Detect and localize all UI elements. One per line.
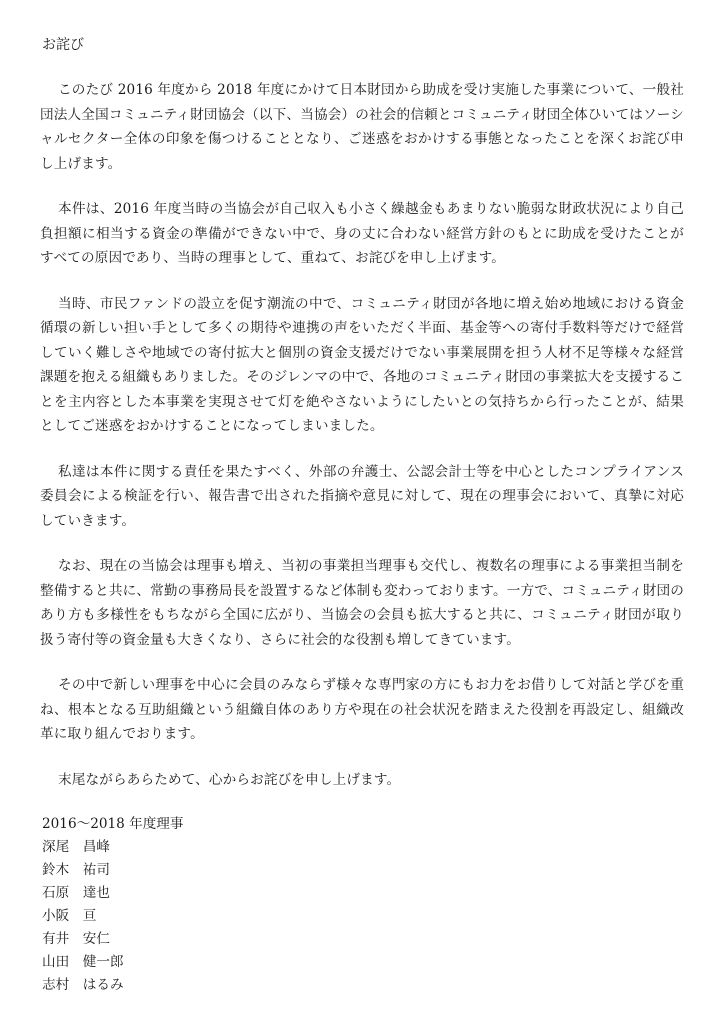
- signatory-name: 有井 安仁: [42, 930, 110, 947]
- signatory-name: 山田 健一郎: [42, 953, 124, 970]
- signatory-name: 小阪 亘: [42, 907, 97, 924]
- paragraph-7: 末尾ながらあらためて、心からお詫びを申し上げます。: [58, 771, 401, 788]
- paragraph-2: 本件は、2016 年度当時の当協会が自己収入も小さく繰越金もあまりない脆弱な財政状況により自己負担額に相当する資金の準備ができない中で、身の丈に合わない経営方針のもとに助成を受けたことがすべての原因であり、当時の理事として、重ねて、お詫びを申し上げます。: [40, 201, 684, 266]
- signature-heading: 2016～2018 年度理事: [42, 816, 184, 832]
- signatory-name: 鈴木 祐司: [42, 861, 110, 878]
- paragraph-3: 当時、市民ファンドの設立を促す潮流の中で、コミュニティ財団が各地に増え始め地域における資金循環の新しい担い手として多くの期待や連携の声をいただく半面、基金等への寄付手数料等だけで経営していく難しさや地域での寄付拡大と個別の資金支援だけでない事業展開を担う人材不足等様々な経営課題を抱える組織もありました。そのジレンマの中で、各地のコミュニティ財団の事業拡大を支援することを主内容とした本事業を実現させて灯を絶やさないようにしたいとの気持ちから行ったことが、結果としてご迷惑をおかけすることになってしまいました。: [40, 295, 684, 434]
- paragraph-4: 私達は本件に関する責任を果たすべく、外部の弁護士、公認会計士等を中心としたコンプライアンス委員会による検証を行い、報告書で出された指摘や意見に対して、現在の理事会において、真摯に対応していきます。: [40, 463, 684, 529]
- signatory-list: [40, 836, 684, 997]
- signatory-name: 志村 はるみ: [42, 976, 124, 993]
- paragraph-5: なお、現在の当協会は理事も増え、当初の事業担当理事も交代し、複数名の理事による事業担当制を整備すると共に、常勤の事務局長を設置するなど体制も変わっております。一方で、コミュニティ財団のあり方も多様性をもちながら全国に広がり、当協会の会員も拡大すると共に、コミュニティ財団が取り扱う寄付等の資金量も大きくなり、さらに社会的な役割も増してきています。: [40, 558, 684, 648]
- signatory-name: 深尾 昌峰: [42, 838, 110, 855]
- document-title: お詫び: [42, 37, 84, 53]
- signatory-name: 石原 達也: [42, 884, 110, 901]
- paragraph-6: その中で新しい理事を中心に会員のみならず様々な専門家の方にもお力をお借りして対話と学びを重ね、根本となる互助組織という組織自体のあり方や現在の社会状況を踏まえた役割を再設定し、組織改革に取り組んでおります。: [40, 677, 684, 742]
- paragraph-1: このたび 2016 年度から 2018 年度にかけて日本財団から助成を受け実施した事業について、一般社団法人全国コミュニティ財団協会（以下、当協会）の社会的信頼とコミュニティ財団全体ひいてはソーシャルセクター全体の印象を傷つけることとなり、ご迷惑をおかけする事態となったことを深くお詫び申し上げます。: [40, 82, 684, 172]
